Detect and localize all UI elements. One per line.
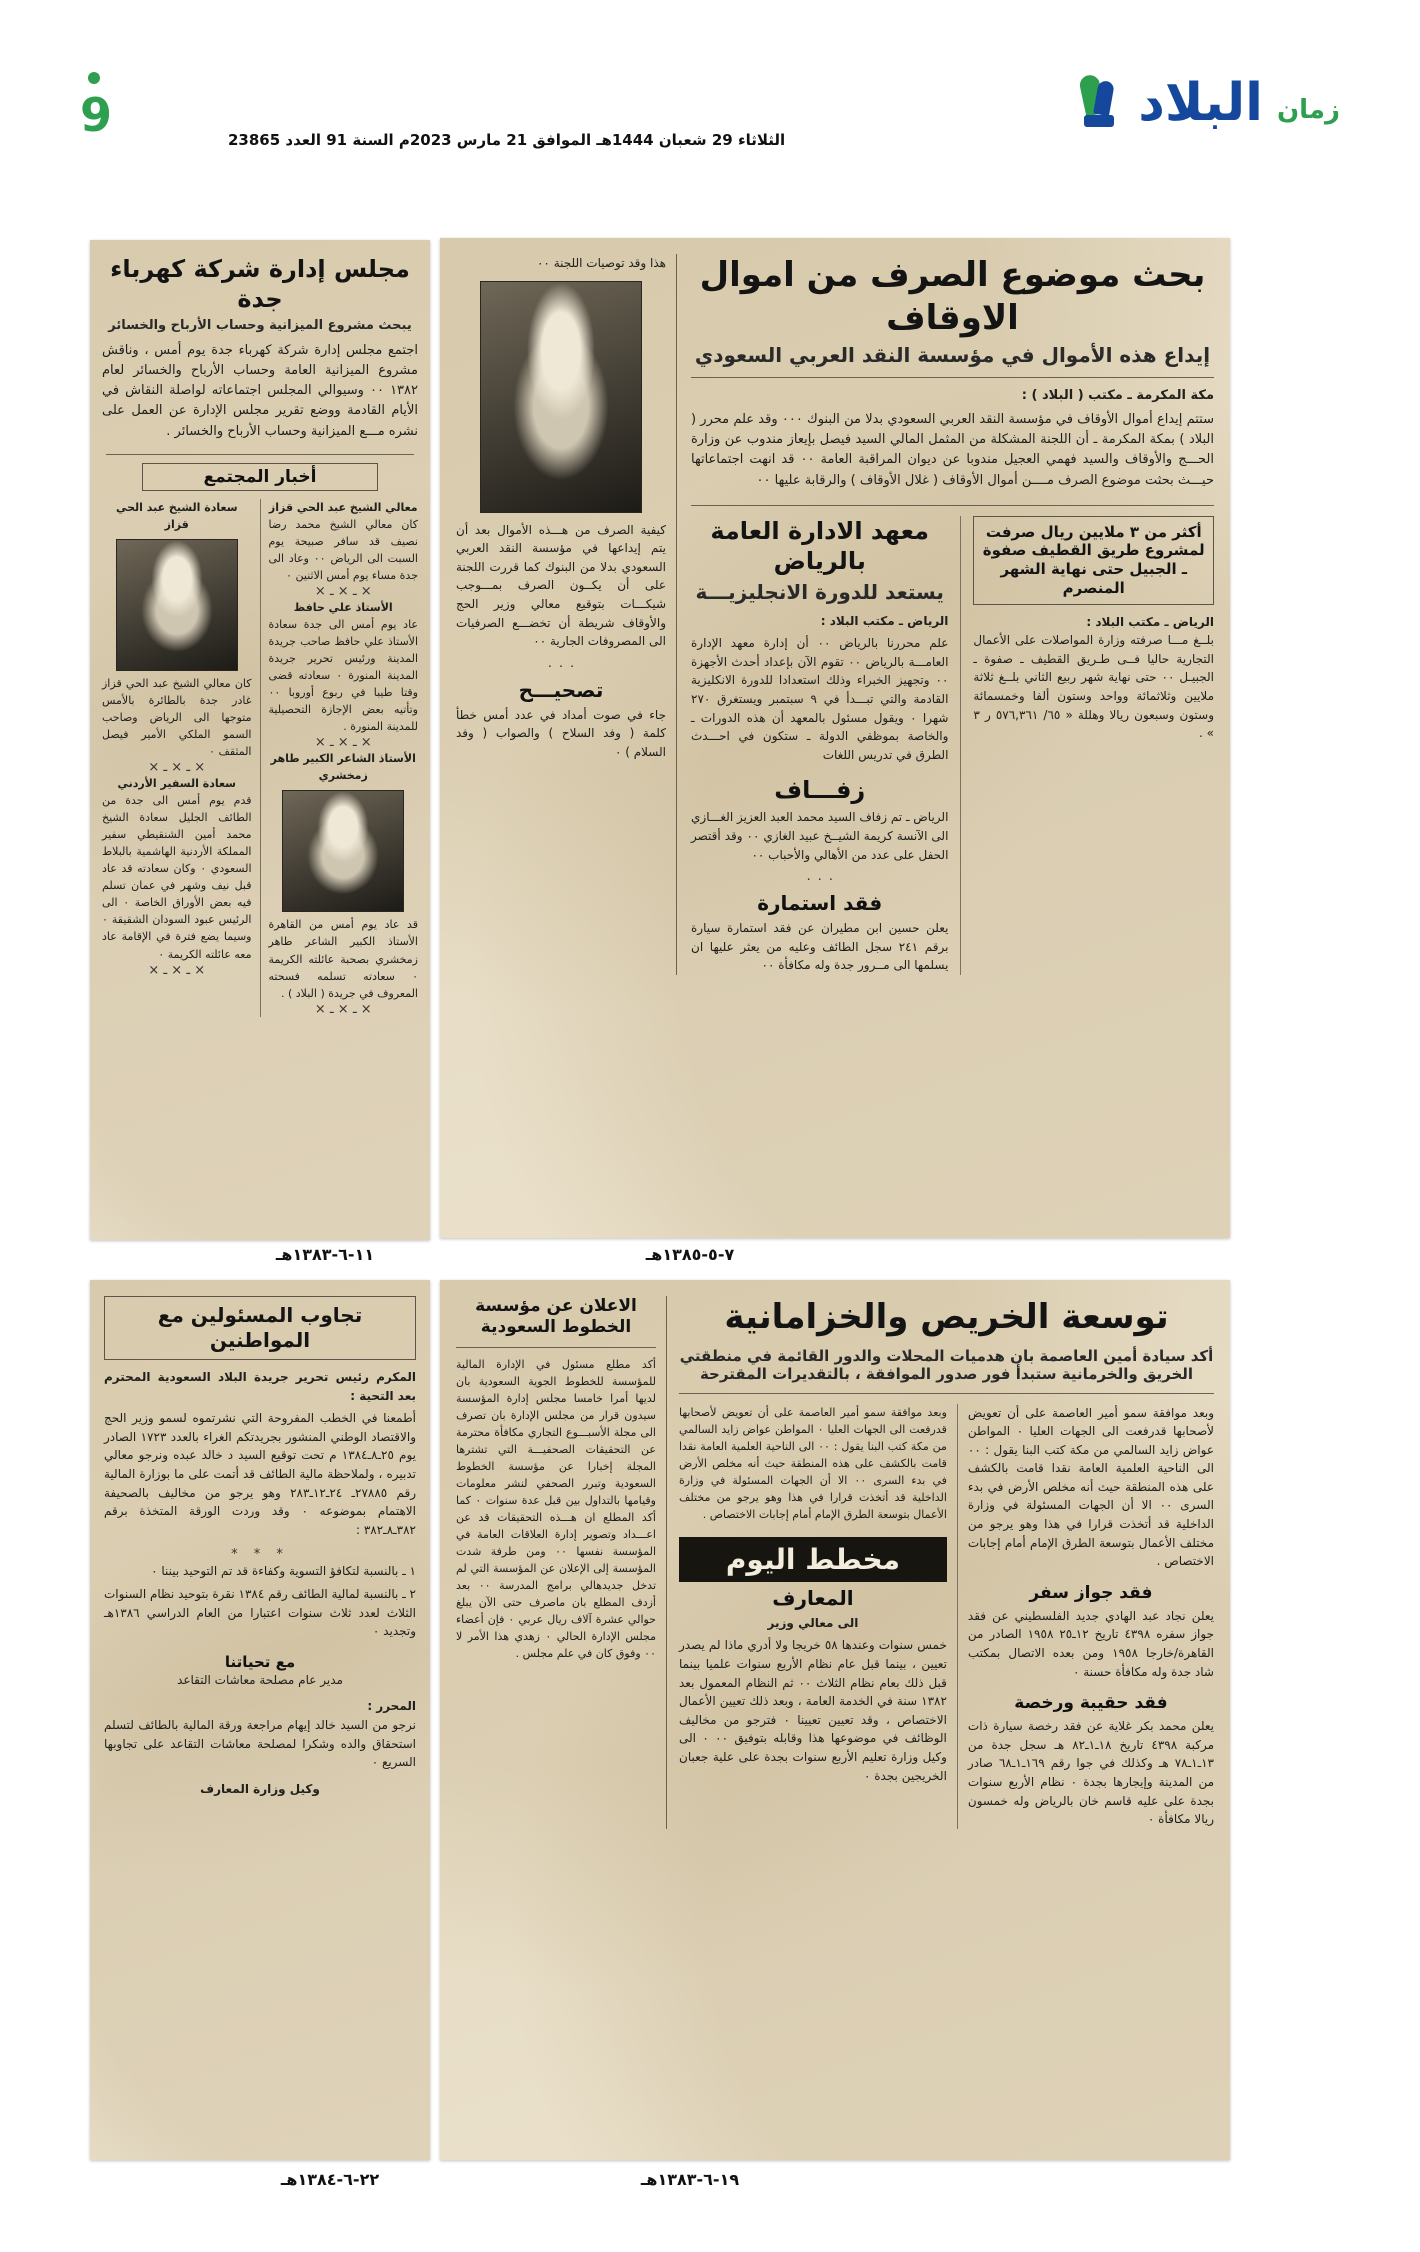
plans-today-open: الى معالي وزير bbox=[767, 1615, 859, 1630]
tolerance-point-0: ١ ـ بالنسبة لتكافؤ التسوية وكفاءة قد تم التوحيد بيننا ٠ bbox=[151, 1564, 416, 1579]
plans-today-body: خمس سنوات وعندها ٥٨ خريجا ولا أدري ماذا لم يصدر تعيين ، بينما قبل عام نظام الأربع سنوات علميا بينما قبل ذلك بعام نظام الثلاث ٠٠ ثم النظام المعمول بعد ١٣٨٢ سنة في الخدمة العامة ، وبعد ذلك تعيين الأعمال الاختصاص ، وقد تعيين تعيينا ٠ فترجو من مخاليف الوظائف في موضوعها هذا وقابله بتوفيق ٠٠ ٠ الى وكيل وزارة تعليم الأربع سنوات بجدة على علية جعبان الخريجين بجدة ٠ bbox=[679, 1638, 947, 1783]
electricity-body: اجتمع مجلس إدارة شركة كهرباء جدة يوم أمس ، وناقش مشروع الميزانية العامة وحساب الأرباح والخسائر لعام ١٣٨٢ ٠٠ وسيوالي المجلس اجتماعاته لواصلة النقاش في الأيام القادمة ووضع تقرير مجلس الإدارة عن العمل على نشره مـــع الميزانية وحساب الأرباح والخسائر . bbox=[102, 343, 418, 439]
logo-wordmark: البلاد bbox=[1138, 73, 1263, 133]
dateline: الثلاثاء 29 شعبان 1444هـ الموافق 21 مارس 2023م السنة 91 العدد 23865 bbox=[228, 131, 786, 149]
clipping-tolerance: تجاوب المسئولين مع المواطنين المكرم رئيس تحرير جريدة البلاد السعودية المحترم بعد التحية : أطمعنا في الخطب المفروحة التي نشرتموه لسمو وزير الحج والاقتصاد الوطني المنشور بجريدتكم الغراء بالعدد ١٧٢٣ الصادر يوم ٢٥ـ٨ـ١٣٨٤ م تحت توقيع السيد د خالد عبده ونرجو معالي تدبيره ، ولملاحظة مالية الطائف قد أتمت على ما بوزارة المالية رقم ٢٧٨٨٥ـ ٢٤ـ١٢ـ٢٨٣ وهو يرجو من مخاليف بالصحيفة الاهتمام بموضوعه ٠ وقد وردت الورقة المتخذة برقم ٣٨٢ـ٨ـ٣٨٢ : * * * ١ ـ بالنسبة لتكافؤ التسوية وكفاءة قد تم التوحيد بيننا ٠ ٢ ـ بالنسبة لمالية الطائف رقم ١٣٨٤ نقرة بتوحيد نظام السنوات الثلاث لعدد ثلاث سنوات اعتبارا من العام الدراسي ١٣٨٦هـ وتجديد ٠ مع تحياتنا مدير عام مصلحة معاشات التقاعد المحرر : نرجو من السيد خالد إيهام مراجعة ورقة المالية بالطائف لتسلم استحقاق والده وشكرا لمصلحة معاشات التقاعد على تجاوبها السريع ٠ وكيل وزارة المعارف bbox=[90, 1280, 430, 2160]
electricity-headline: مجلس إدارة شركة كهرباء جدة bbox=[110, 255, 410, 313]
correction-title: تصحيـــح bbox=[518, 677, 604, 702]
plans-today-sub: المعارف bbox=[772, 1585, 854, 1610]
clipping-awqaf: هذا وقد توصيات اللجنة ٠٠ كيفية الصرف من هـــذه الأموال بعد أن يتم إيداعها في مؤسسة النقد العربي السعودي بدلا من البنوك كما قررت اللجنة على أن يكــون الصرف بمـــوجب شيكـــات بتوقيع معالي وزير الحج والأوقاف شريطة أن تخضـــع الصرفيات الى المصروفات الجارية ٠٠ ٠ ٠ ٠ تصحيـــح جاء في صوت أمداد في عدد أمس خطأ كلمة ( وفد السلاح ) والصواب ( وفد السلام ) ٠ بحث موضوع الصرف من اموال الاوقاف إيداع هذه الأموال في مؤسسة النقد العربي السعودي مكة المكرمة ـ مكتب ( البلاد ) : ستتم إيداع أموال الأوقاف في مؤسسة النقد العربي السعودي بدلا من البنوك ٠٠٠ وقد علم محرر ( البلاد ) بمكة المكرمة ـ أن اللجنة المشكلة من المثمل المالي السيد فيصل بإيعاز مندوب عن وزارة الحـــج والأوقاف والسيد فهمي العجيل مندوبا عن ديوان المراقبة العامة ٠٠ قد انهت اجتماعاتها حيـــث بحثت موضوع الصرف مــــن أموال الأوقاف ( غلال الأوقاف ) والرقابة عليها ٠٠ أكثر من ٣ ملايين ريال صرفت لمشروع طريق القطيف صفوة ـ الجبيل حتى نهاية الشهر المنصرم الرياض ـ مكتب البلاد : بلــغ مـــا صرفته وزارة المواصلات على الأعمال التجارية حاليا فــى طـريق القطيف ـ صفوة ـ الجبيـل ٠٠ حتى نهاية شهر ربيع الثاني بلــغ ثلاثة ملايين وثلاثمائة وواحد وستون ألفا وخمسمائة وستون وسبعون ريالا وهللة « ٦٥/ ٥٧٦,٣٦١ ر ٣ » . معهد الادارة العامة بالرياض يستعد للدورة الانجليزيـــة الرياض ـ مكتب البلاد : علم محررنا بالرياض ٠٠ أن إدارة معهد الإدارة العامـــة بالرياض ٠٠ تقوم الآن بإعداد أحدث الأجهزة ٠٠ وتجهيز الخبراء وذلك استعدادا للدورة الانكليزية القادمة والتي تبـــدأ في ٩ سبتمبر ويستغرق ٢٧٠ شهرا ٠ ويقول مسئول بالمعهد أن هذه الدورات ـ والخاصة بموظفي الدولة ـ ستكون في احـــدث الطرق في تدريس اللغات زفـــاف الرياض ـ تم زفاف السيد محمد العبد العزيز الغـــازي الى الآنسة كريمة الشيــخ عبيد الغازي ٠٠ وقد أقتصر الحفل على عدد من الأهالي والأحباب ٠٠ ٠ ٠ ٠ فقد استمارة يعلن حسين ابن مطيران عن فقد استمارة سيارة برقم ٢٤١ سجل الطائف وعليه من يعثر عليها ان يسلمها الى مــرور جدة وله مكافأة ٠٠ bbox=[440, 238, 1230, 1238]
expansion-lead: أكد سيادة أمين العاصمة بان هدميات المحلات والدور القائمة في منطقتي الخريق والخرمانية ستبدأ فور صدور الموافقة ، بالتقديرات المقترحة bbox=[679, 1346, 1214, 1383]
society-item-1-text: كان معالي الشيخ عبد الحي قزاز غادر جدة بالطائرة بالأمس متوجها الى الرياض وصاحب السمو الملكي الأمير فيصل المثقف ٠ bbox=[102, 676, 252, 758]
tolerance-point-1: ٢ ـ بالنسبة لمالية الطائف رقم ١٣٨٤ نقرة بتوحيد نظام السنوات الثلاث لعدد ثلاث سنوات اعتبارا من العام الدراسي ١٣٨٦هـ وتجديد ٠ bbox=[104, 1586, 416, 1639]
society-section-title: أخبار المجتمع bbox=[142, 463, 378, 491]
society-item-1-lead: سعادة الشيخ عبد الحي قزاز bbox=[115, 500, 238, 531]
correction-body: جاء في صوت أمداد في عدد أمس خطأ كلمة ( وفد السلاح ) والصواب ( وفد السلام ) ٠ bbox=[456, 707, 666, 759]
datestamp-3: ٢٢-٦-١٣٨٤هـ bbox=[280, 2170, 380, 2189]
tolerance-open: المكرم رئيس تحرير جريدة البلاد السعودية المحترم بعد التحية : bbox=[104, 1370, 416, 1403]
awqaf-dateline: مكة المكرمة ـ مكتب ( البلاد ) : bbox=[1021, 388, 1214, 403]
tarif-headline: أكثر من ٣ ملايين ريال صرفت لمشروع طريق القطيف صفوة ـ الجبيل حتى نهاية الشهر المنصرم bbox=[982, 522, 1205, 597]
clipping-electricity-society: مجلس إدارة شركة كهرباء جدة يبحث مشروع الميزانية وحساب الأرباح والخسائر اجتمع مجلس إدارة شركة كهرباء جدة يوم أمس ، وناقش مشروع الميزانية العامة وحساب الأرباح والخسائر لعام ١٣٨٢ ٠٠ وسيوالي المجلس اجتماعاته لواصلة النقاش في الأيام القادمة ووضع تقرير مجلس الإدارة عن العمل على نشره مـــع الميزانية وحساب الأرباح والخسائر . أخبار المجتمع معالي الشيخ عبد الحي قزاز كان معالي الشيخ محمد رضا نصيف قد سافر صبيحة يوم السبت الى الرياض ٠٠ وعاد الى جدة مساء يوم أمس الاثنين ٠ × ـ × ـ × الأستاذ علي حافظ عاد يوم أمس الى جدة سعادة الأستاذ علي حافظ صاحب جريدة المدينة ورئيس تحرير جريدة المدينة المنورة ٠ سعادته قضى وقتا طيبا في ربوع أوروبا ٠٠ وتأتيه بعض الإجازة التحصيلية للمدينة المنورة . × ـ × ـ × الأستاذ الشاعر الكبير طاهر زمخشري قد عاد يوم أمس من القاهرة الأستاذ الكبير الشاعر طاهر زمخشري بصحبة عائلته الكريمة ٠ سعادته تسلمه فسحته المعروف في جريدة ( البلاد ) . × ـ × ـ × سعادة الشيخ عبد الحي قزاز كان معالي الشيخ عبد الحي قزاز غادر جدة بالطائرة بالأمس متوجها الى الرياض وصاحب السمو الملكي الأمير فيصل المثقف ٠ × ـ × ـ × سعادة السفير الأردني قدم يوم أمس الى جدة من الطائف الجليل سعادة الشيخ محمد أمين الشنقيطي سفير المملكة الأردنية الهاشمية بالبلاط السعودي ٠ وكان سعادته قد عاد قبل نيف وشهر في عمان تسلم فيه بعض الأوراق الخاصة ٠ الى الرئيس عبود السودان الشقيقة ٠ وسيما يضع فترة في الإقامة عاد معه عائلته الكريمة ٠ × ـ × ـ × bbox=[90, 240, 430, 1240]
wedding-title: زفـــاف bbox=[774, 776, 866, 805]
newspaper-logo bbox=[1078, 75, 1340, 131]
clipping-expansion-airlines bbox=[440, 1280, 1230, 2160]
society-item-0-text: كان معالي الشيخ محمد رضا نصيف قد سافر صبيحة يوم السبت الى الرياض ٠٠ وعاد الى جدة مساء يوم أمس الاثنين ٠ bbox=[268, 517, 418, 582]
passport-body-2: يعلن محمد بكر غلاية عن فقد رخصة سيارة ذات مركبة ٤٣٩٨ تاريخ ١٨ـ١ـ٨٢ هـ سجل جدة من ١٣ـ١ـ٧٨ هـ وكذلك في جوا رقم ١٦٩ـ١ـ٦٨ صادر من المدينة وإيجارها بجدة ٠ نظام الأربع سنوات بجدة على عليه قاسم خان بالرياض وله خمسون ريالا مكافأة ٠ bbox=[967, 1719, 1215, 1827]
tarif-body: بلــغ مـــا صرفته وزارة المواصلات على الأعمال التجارية حاليا فــى طـريق القطيف ـ صفوة ـ الجبيـل ٠٠ حتى نهاية شهر ربيع الثاني بلــغ ثلاثة ملايين وثلاثمائة وواحد وستون ألفا وخمسمائة وستون وسبعون ريالا وهللة « ٦٥/ ٥٧٦,٣٦١ ر ٣ » . bbox=[973, 633, 1214, 741]
tolerance-note-label: المحرر : bbox=[367, 1699, 416, 1714]
airlines-body: أكد مطلع مسئول في الإدارة المالية للمؤسسة للخطوط الجوية السعودية بان لديها أمرا خامسا مجلس إدارة المؤسسة سيدون قرار من مجلس الإدارة بان تصرف الى مجلة الأسبـــوع التجاري مكافأة محترمة عن التحقيقات الصحفيـــة التي تشترها المجلة إخبارا عن مؤسسة الخطوط السعودية وتبرر الصحفي لنشر معلومات وقيامها بالتداول بين قبل عدة سنوات ٠ كما أكد المطلع ان هـــذه التحقيقات قد عن اعـــداد وتصوير إدارة العلاقات العامة في المؤسسة نفسها ٠٠ ومن طرفة شدت المؤسسة إلى الإعلان عن المؤسسة التي لم تدخل جديدهالي برامج المدرسة ٠٠ بعد أزدف المطلع بان ماصرف حتى الآن يبلغ حوالي عشرة آلاف ريال عربي ٠ فإن أعضاء مجلس الإدارة الحالي ٠ زهدي هذا الأمر لا ٠٠ وفوق كان في علم مجلس . bbox=[456, 1357, 657, 1661]
society-item-2-lead: الأستاذ علي حافظ bbox=[293, 600, 393, 614]
awqaf-body: ستتم إيداع أموال الأوقاف في مؤسسة النقد العربي السعودي بدلا من البنوك ٠٠٠ وقد علم محرر ( البلاد ) بمكة المكرمة ـ أن اللجنة المشكلة من المثمل المالي السيد فيصل بإيعاز مندوب عن وزارة الحـــج والأوقاف والسيد فهمي العجيل مندوبا عن ديوان المراقبة العامة ٠٠ قد انهت اجتماعاتها حيـــث بحثت موضوع الصرف مــــن أموال الأوقاف ( غلال الأوقاف ) والرقابة عليها ٠٠ bbox=[691, 412, 1214, 488]
society-item-3-text: قد عاد يوم أمس من القاهرة الأستاذ الكبير الشاعر طاهر زمخشري بصحبة عائلته الكريمة ٠ سعادته تسلمه فسحته المعروف في جريدة ( البلاد ) . bbox=[268, 918, 418, 1000]
tolerance-body: أطمعنا في الخطب المفروحة التي نشرتموه لسمو وزير الحج والاقتصاد الوطني المنشور بجريدتكم الغراء بالعدد ١٧٢٣ الصادر يوم ٢٥ـ٨ـ١٣٨٤ م تحت توقيع السيد د خالد عبده ونرجو معالي تدبيره ، ولملاحظة مالية الطائف قد أتمت على ما بوزارة المالية رقم ٢٧٨٨٥ـ ٢٤ـ١٢ـ٢٨٣ وهو يرجو من مخاليف بالصحيفة الاهتمام بموضوعه ٠ وقد وردت الورقة المتخذة برقم ٣٨٢ـ٨ـ٣٨٢ : bbox=[104, 1411, 416, 1537]
awqaf-headline: بحث موضوع الصرف من اموال الاوقاف bbox=[699, 255, 1206, 338]
tolerance-signature-title: مع تحياتنا bbox=[224, 1652, 296, 1671]
plans-today-title: مخطط اليوم bbox=[679, 1537, 947, 1582]
institute-dateline: الرياض ـ مكتب البلاد : bbox=[820, 613, 949, 628]
datestamp-1: ١١-٦-١٣٨٣هـ bbox=[275, 1245, 375, 1264]
institute-subhead: يستعد للدورة الانجليزيـــة bbox=[695, 579, 944, 604]
passport-title-2: فقد حقيبة ورخصة bbox=[1014, 1693, 1168, 1714]
society-item-3-lead: الأستاذ الشاعر الكبير طاهر زمخشري bbox=[270, 752, 416, 783]
tarif-dateline: الرياض ـ مكتب البلاد : bbox=[1086, 614, 1214, 629]
tolerance-headline: تجاوب المسئولين مع المواطنين bbox=[104, 1296, 416, 1360]
passport-body-1: يعلن نجاد عبد الهادي جديد الفلسطيني عن فقد جواز سفره ٤٣٩٨ تاريخ ١٢ـ٢٥ ١٩٥٨ الصادر من القاهرة/خارجا ١٩٥٨ ومن بعده الاتصال بمكتب شاد جدة وله مكافأة حسنة ٠ bbox=[967, 1608, 1214, 1679]
committee-text: كيفية الصرف من هـــذه الأموال بعد أن يتم إيداعها في مؤسسة النقد العربي السعودي بدلا من البنوك كما قررت اللجنة على أن يكــون الصرف بمـــوجب شيكـــات بتوقيع معالي وزير الحج والأوقاف شريطة أن تخضـــع الصرفيات الى المصروفات الجارية ٠٠ bbox=[456, 522, 666, 649]
institute-body: علم محررنا بالرياض ٠٠ أن إدارة معهد الإدارة العامـــة بالرياض ٠٠ تقوم الآن بإعداد أحدث الأجهزة ٠٠ وتجهيز الخبراء وذلك استعدادا للدورة الانكليزية القادمة والتي تبـــدأ في ٩ سبتمبر ويستغرق ٢٧٠ شهرا ٠ ويقول مسئول بالمعهد أن هذه الدورات ـ والخاصة بموظفي الدولة ـ ستكون في احـــدث الطرق في تدريس اللغات bbox=[691, 636, 949, 762]
committee-intro: هذا وقد توصيات اللجنة ٠٠ bbox=[536, 256, 666, 270]
lost-title: فقد استمارة bbox=[757, 891, 883, 916]
expansion-headline: توسعة الخريص والخزامانية bbox=[724, 1297, 1169, 1337]
tolerance-signature-name: مدير عام مصلحة معاشات التقاعد bbox=[177, 1672, 343, 1687]
institute-headline: معهد الادارة العامة بالرياض bbox=[710, 516, 930, 575]
datestamp-2: ٧-٥-١٣٨٥هـ bbox=[645, 1245, 735, 1264]
datestamp-4: ١٩-٦-١٣٨٣هـ bbox=[640, 2170, 740, 2189]
passport-title-1: فقد جواز سفر bbox=[1029, 1582, 1153, 1603]
tolerance-footer: وكيل وزارة المعارف bbox=[200, 1781, 320, 1796]
airlines-headline: الاعلان عن مؤسسة الخطوط السعودية bbox=[475, 1296, 637, 1338]
society-item-2-text: عاد يوم أمس الى جدة سعادة الأستاذ علي حافظ صاحب جريدة المدينة ورئيس تحرير جريدة المدينة المنورة ٠ سعادته قضى وقتا طيبا في ربوع أوروبا ٠٠ وتأتيه بعض الإجازة التحصيلية للمدينة المنورة . bbox=[268, 617, 418, 734]
society-item-4-lead: سعادة السفير الأردني bbox=[117, 777, 236, 791]
logo-subtitle: زمان bbox=[1276, 95, 1340, 125]
society-item-0-lead: معالي الشيخ عبد الحي قزاز bbox=[268, 500, 418, 514]
photo-nasif bbox=[116, 539, 238, 671]
logo-icon bbox=[1078, 75, 1124, 131]
photo-zamakhshari bbox=[282, 790, 404, 912]
awqaf-subhead: إيداع هذه الأموال في مؤسسة النقد العربي السعودي bbox=[694, 343, 1211, 367]
lost-body: يعلن حسين ابن مطيران عن فقد استمارة سيارة برقم ٢٤١ سجل الطائف وعليه من يعثر عليها ان يسلمها الى مــرور جدة وله مكافأة ٠٠ bbox=[691, 921, 949, 973]
photo-minister bbox=[480, 281, 642, 513]
page-number: 9 bbox=[80, 88, 113, 142]
electricity-subhead: يبحث مشروع الميزانية وحساب الأرباح والخسائر bbox=[108, 318, 412, 333]
page-number-dot bbox=[88, 72, 100, 84]
newspaper-page bbox=[0, 150, 1420, 2250]
expansion-body: وبعد موافقة سمو أمير العاصمة على أن تعويض لأصحابها قدرفعت الى الجهات العليا ٠ المواطن عواض زايد السالمي من مكة كتب البنا يقول : ٠٠ الى الناحية العلمية العامة نقدا قامت بالكشف على هذه المنطقة حيث أنه مخلص الأرض في بدء السرى ٠٠ الا أن الجهات المسئولة في وزارة الداخلية قد أتخذت قرارا في هذا وهو يرجو من مختلف الأعمال بتوسعة الطرق الإمام أمام إجابات الاختصاص . bbox=[967, 1405, 1215, 1569]
wedding-body: الرياض ـ تم زفاف السيد محمد العبد العزيز الغـــازي الى الآنسة كريمة الشيــخ عبيد الغازي ٠٠ وقد أقتصر الحفل على عدد من الأهالي والأحباب ٠٠ bbox=[691, 810, 949, 862]
expansion-body-cont: وبعد موافقة سمو أمير العاصمة على أن تعويض لأصحابها قدرفعت الى الجهات العليا ٠ المواطن عواض زايد السالمي من مكة كتب البنا يقول : ٠٠ الى الناحية العلمية العامة نقدا قامت بالكشف على هذه المنطقة حيث أنه مخلص الأرض في بدء السرى ٠٠ الا أن الجهات المسئولة في وزارة الداخلية قد أتخذت قرارا في هذا وهو يرجو من مختلف الأعمال بتوسعة الطرق الإمام أمام إجابات الاختصاص . bbox=[679, 1405, 947, 1521]
society-item-4-text: قدم يوم أمس الى جدة من الطائف الجليل سعادة الشيخ محمد أمين الشنقيطي سفير المملكة الأردنية الهاشمية بالبلاط السعودي ٠ وكان سعادته قد عاد قبل نيف وشهر في عمان تسلم فيه بعض الأوراق الخاصة ٠ الى الرئيس عبود السودان الشقيقة ٠ وسيما يضع فترة في الإقامة عاد معه عائلته الكريمة ٠ bbox=[102, 794, 252, 961]
tolerance-note: نرجو من السيد خالد إيهام مراجعة ورقة المالية بالطائف لتسلم استحقاق والده وشكرا لمصلحة معاشات التقاعد على تجاوبها السريع ٠ bbox=[104, 1717, 416, 1770]
masthead bbox=[0, 0, 1420, 150]
